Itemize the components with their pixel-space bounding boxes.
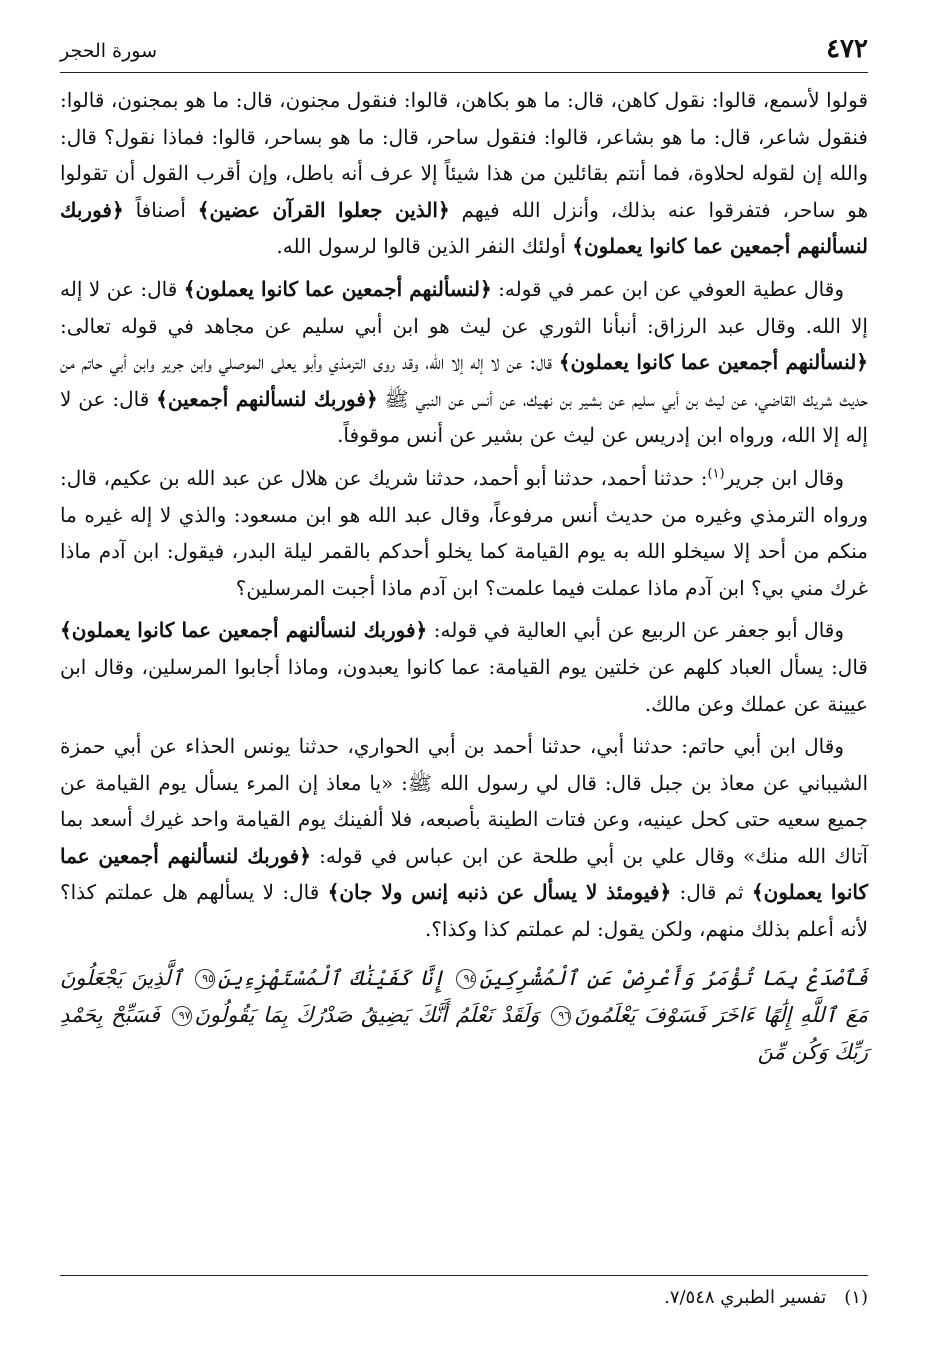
paragraph-5 [60,728,868,948]
quran-quote: ﴿فوربك لنسألنهم أجمعين﴾ [156,386,378,411]
paragraph-text: وقال عطية العوفي عن ابن عمر في قوله: [491,276,844,301]
verse-number-marker: ٩٧ [172,1006,192,1026]
footnote-text: تفسير الطبري ٧/٥٤٨. [664,1287,827,1308]
paragraph-text: قال: لا يسألهم هل عملتم كذا؟ لأنه أعلم بذلك منهم، ولكن يقول: لم عملتم كذا وكذا؟. [60,880,868,942]
quran-quote: ﴿فوربك لنسألنهم أجمعين عما كانوا يعملون﴾ [60,197,868,259]
verse-text: وَلَقَدْ نَعْلَمُ أَنَّكَ يَضِيقُ صَدْرُكَ بِمَا يَقُولُونَ [194,1002,540,1027]
quran-quote: ﴿فوربك لنسألنهم أجمعين عما كانوا يعملون﴾ [60,618,428,643]
verse-text: ٱلَّذِينَ يَجْعَلُونَ مَعَ ٱللَّهِ إِلَٰهًا ءَاخَرَ فَسَوْفَ يَعْلَمُونَ [60,965,868,1027]
paragraph-text: وقال ابن أبي حاتم: حدثنا أبي، حدثنا أحمد بن أبي الحواري، حدثنا يونس الحذاء عن أبي حمزة الشيباني عن معاذ بن جبل قال: قال لي رسول الله ﷺ: «يا معاذ إن المرء يسأل يوم القيامة عن جميع سعيه حتى كحل عينيه، وعن فتات الطينة بأصبعه، فلا ألفينك يوم القيامة واحد غيرك أسعد بما آتاك الله منك» وقال علي بن أبي طلحة عن ابن عباس في قوله: [60,734,868,868]
paragraph-text: أولئك النفر الذين قالوا لرسول الله. [276,234,573,259]
quran-quote: ﴿فيومئذ لا يسأل عن ذنبه إنس ولا جان﴾ [327,880,672,905]
footnote-divider [60,1275,868,1276]
paragraph-text: : حدثنا أحمد، حدثنا أبو أحمد، حدثنا شريك عن هلال عن عبد الله بن عكيم، قال: ورواه الترمذي وغيره من حديث أنس مرفوعاً، وقال عبد الله هو ابن مسعود: والذي لا إله غيره ما منكم من أحد إلا سيخلو الله به يوم القيامة كما يخلو أحدكم بالقمر ليلة البدر، فيقول: ابن آدم ماذا غرك مني بي؟ ابن آدم ماذا عملت فيما علمت؟ ابن آدم ماذا أجبت المرسلين؟ [60,465,868,600]
footnote-reference[interactable]: (١) [707,466,725,482]
paragraph-text: قال: يسأل العباد كلهم عن خلتين يوم القيامة: عما كانوا يعبدون، وماذا أجابوا المرسلين، وقال ابن عيينة عن عملك وعن مالك. [60,654,868,716]
paragraph-3 [60,460,868,606]
paragraph-2 [60,271,868,454]
book-page [60,30,868,1350]
quran-quote: ﴿الذين جعلوا القرآن عضين﴾ [197,197,450,222]
verse-text: إِنَّا كَفَيْنَٰكَ ٱلْمُسْتَهْزِءِينَ [217,965,445,990]
footnote [60,1287,868,1308]
verse-text: فَسَبِّحْ بِحَمْدِ رَبِّكَ وَكُن مِّنَ [60,1002,868,1064]
quran-quote: ﴿فوربك لنسألنهم أجمعين عما كانوا يعملون﴾ [60,843,869,905]
paragraph-text: ثم قال: [671,880,752,905]
paragraph-text: قال: عن لا إله إلا الله، وقد روى الترمذي وأبو يعلى الموصلي وابن جرير وابن أبي حاتم من حديث شريك القاضي، عن ليث بن أبي سليم عن بشير بن نهيك، عن أنس عن النبي ﷺ [60,350,868,411]
quran-quote: ﴿لنسألنهم أجمعين عما كانوا يعملون﴾ [183,276,492,301]
verse-number-marker: ٩٥ [195,969,215,989]
quran-quote: ﴿لنسألنهم أجمعين عما كانوا يعملون﴾ [558,350,869,375]
page-number: ٤٧٢ [826,34,868,64]
paragraph-4 [60,612,868,722]
paragraph-text: قولوا لأسمع، قالوا: نقول كاهن، قال: ما هو بكاهن، قالوا: فنقول مجنون، قال: ما هو بمجنون، قالوا: فنقول شاعر، قال: ما هو بشاعر، قالوا: فنقول ساحر، قال: ما هو بساحر، قالوا: فماذا نقول؟ قال: والله إن لقوله لحلاوة، فما أنتم بقائلين من هذا شيئاً إلا عرف أنه باطل، وإن أقرب القول أن تقولوا هو ساحر، فتفرقوا عنه بذلك، وأنزل الله فيهم [60,88,868,222]
paragraph-text: وقال أبو جعفر عن الربيع عن أبي العالية في قوله: [427,618,844,643]
surah-name: سورة الحجر [60,40,157,62]
paragraph-text: وقال ابن جرير [724,465,845,490]
paragraph-1 [60,82,868,265]
verse-text: فَٱصْدَعْ بِمَا تُؤْمَرُ وَأَعْرِضْ عَنِ ٱلْمُشْرِكِينَ [479,965,868,990]
page-header [60,30,868,70]
footnote-number: (١) [844,1287,868,1308]
header-divider [60,72,868,73]
quran-verses [60,960,868,1071]
paragraph-text: أصنافاً [123,197,198,222]
paragraph-text: قال: عن لا إله إلا الله، ورواه ابن إدريس عن ليث عن بشير عن أنس موقوفاً. [60,386,868,448]
page-body [60,82,868,1092]
verse-number-marker: ٩٦ [551,1006,571,1026]
verse-number-marker: ٩٤ [456,969,476,989]
paragraph-text: قال: عن لا إله إلا الله. وقال عبد الرزاق: أنبأنا الثوري عن ليث هو ابن أبي سليم عن مجاهد في قوله تعالى: [60,276,868,338]
